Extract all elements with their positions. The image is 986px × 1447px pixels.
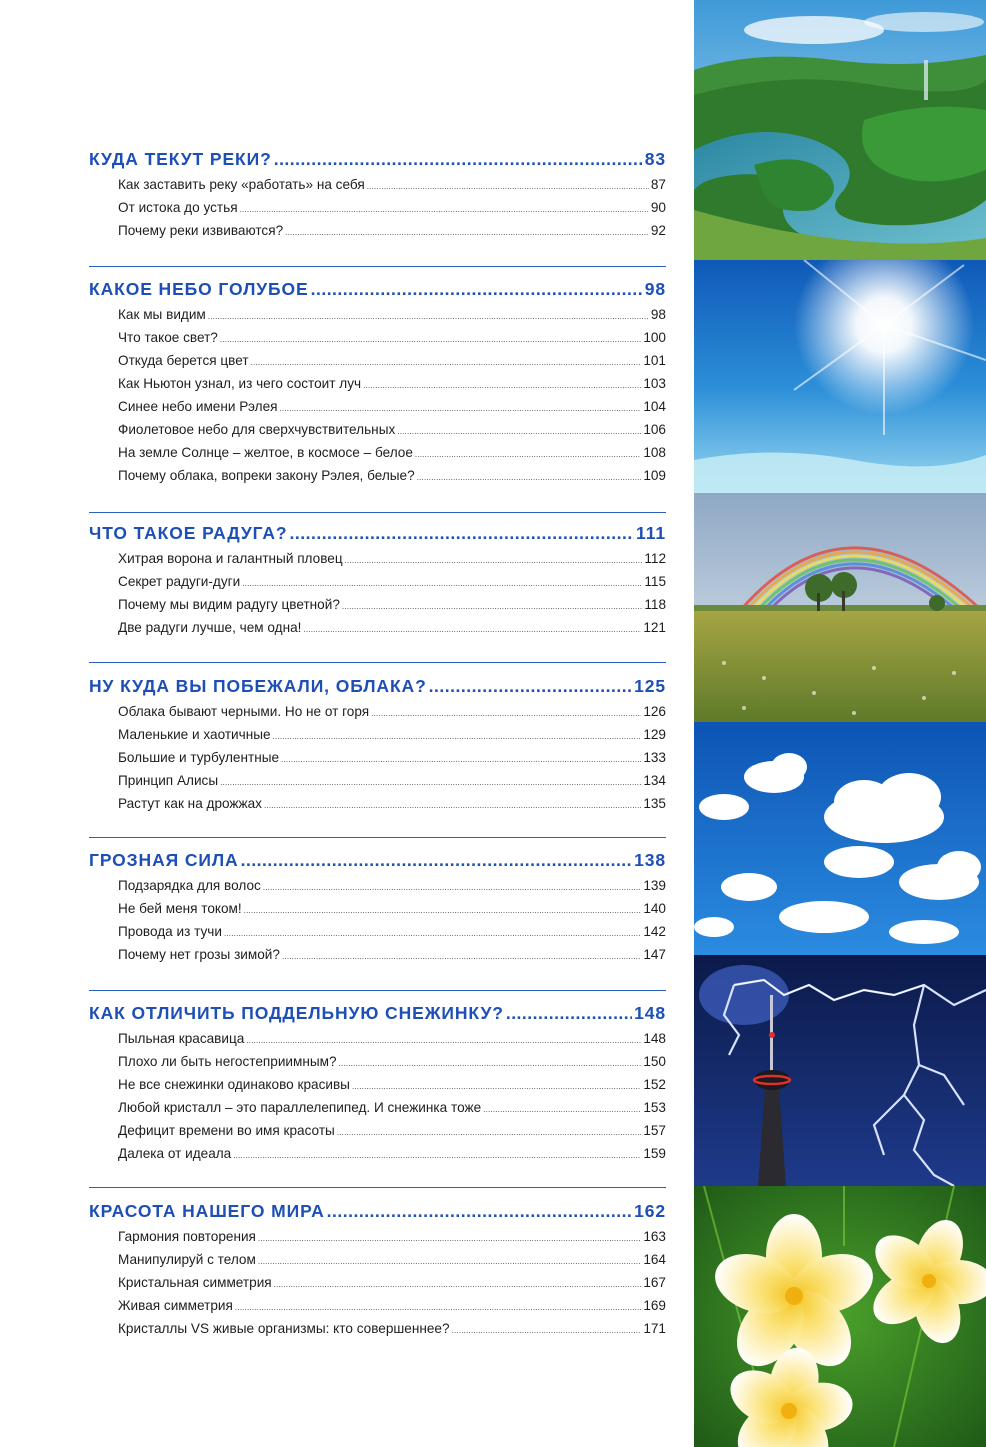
toc-item[interactable] [89, 947, 666, 970]
item-title: Пыльная красавица [118, 1031, 245, 1046]
item-title: Хитрая ворона и галантный пловец [118, 551, 343, 566]
item-title: Как заставить реку «работать» на себя [118, 177, 365, 192]
item-page: 129 [643, 727, 666, 742]
item-page: 103 [643, 376, 666, 391]
toc-item[interactable] [89, 307, 666, 330]
toc-heading[interactable] [89, 279, 666, 307]
item-title: Дефицит времени во имя красоты [118, 1123, 335, 1138]
heading-page: 98 [644, 279, 666, 299]
item-title: Плохо ли быть негостеприимным? [118, 1054, 337, 1069]
item-page: 157 [643, 1123, 666, 1138]
section-divider [89, 990, 666, 991]
toc-section-snowflake [89, 1003, 666, 1169]
item-page: 126 [643, 704, 666, 719]
dot-leader [429, 676, 632, 697]
dot-leader [240, 205, 649, 214]
dot-leader [273, 732, 642, 741]
toc-section-thunder [89, 850, 666, 970]
toc-item[interactable] [89, 1275, 666, 1298]
item-title: Почему облака, вопреки закону Рэлея, белые? [118, 468, 415, 483]
item-title: Фиолетовое небо для сверхчувствительных [118, 422, 396, 437]
dot-leader [233, 1151, 641, 1160]
toc-item[interactable] [89, 1229, 666, 1252]
toc-item[interactable] [89, 1077, 666, 1100]
toc-item[interactable] [89, 399, 666, 422]
toc-item[interactable] [89, 551, 666, 574]
item-title: Кристальная симметрия [118, 1275, 272, 1290]
item-page: 164 [643, 1252, 666, 1267]
heading-page: 83 [644, 149, 666, 169]
dot-leader [339, 1059, 642, 1068]
item-page: 106 [643, 422, 666, 437]
dot-leader [274, 1280, 642, 1289]
toc-item[interactable] [89, 422, 666, 445]
dot-leader [303, 625, 641, 634]
item-title: Что такое свет? [118, 330, 218, 345]
toc-item[interactable] [89, 620, 666, 643]
item-page: 109 [643, 468, 666, 483]
toc-item[interactable] [89, 1054, 666, 1077]
item-title: Далека от идеала [118, 1146, 232, 1161]
dot-leader [352, 1082, 641, 1091]
dot-leader [235, 1303, 641, 1312]
heading-page: 138 [634, 850, 666, 870]
toc-section-rainbow [89, 523, 666, 643]
dot-leader [281, 755, 641, 764]
item-title: Не все снежинки одинаково красивы [118, 1077, 350, 1092]
toc-item[interactable] [89, 878, 666, 901]
toc-heading[interactable] [89, 149, 666, 177]
dot-leader [244, 906, 642, 915]
dot-leader [282, 952, 641, 961]
toc-item[interactable] [89, 1252, 666, 1275]
heading-title: КУДА ТЕКУТ РЕКИ? [89, 149, 272, 169]
lightning-tower-photo [694, 955, 986, 1186]
item-page: 148 [643, 1031, 666, 1046]
dot-leader [263, 883, 641, 892]
item-title: На земле Солнце – желтое, в космосе – белое [118, 445, 413, 460]
item-page: 112 [644, 551, 666, 566]
dot-leader [345, 556, 643, 565]
toc-heading[interactable] [89, 523, 666, 551]
toc-section-clouds [89, 676, 666, 819]
river-canyon-photo [694, 0, 986, 260]
heading-title: НУ КУДА ВЫ ПОБЕЖАЛИ, ОБЛАКА? [89, 676, 427, 696]
dot-leader [417, 473, 642, 482]
item-title: Провода из тучи [118, 924, 222, 939]
item-title: Маленькие и хаотичные [118, 727, 271, 742]
item-page: 92 [650, 223, 666, 238]
toc-section-rivers [89, 149, 666, 246]
item-page: 150 [643, 1054, 666, 1069]
dot-leader [220, 335, 641, 344]
dot-leader [258, 1234, 641, 1243]
toc-item[interactable] [89, 727, 666, 750]
item-page: 98 [650, 307, 666, 322]
dot-leader [208, 312, 649, 321]
item-page: 169 [643, 1298, 666, 1313]
toc-item[interactable] [89, 773, 666, 796]
dot-leader [246, 1036, 641, 1045]
toc-item[interactable] [89, 597, 666, 620]
item-title: Две радуги лучше, чем одна! [118, 620, 302, 635]
dot-leader [371, 709, 641, 718]
toc-item[interactable] [89, 445, 666, 468]
toc-item[interactable] [89, 200, 666, 223]
heading-page: 148 [634, 1003, 666, 1023]
item-title: Гармония повторения [118, 1229, 256, 1244]
toc-item[interactable] [89, 468, 666, 491]
section-divider [89, 1187, 666, 1188]
frangipani-flowers-photo [694, 1186, 986, 1447]
dot-leader [280, 404, 642, 413]
toc-item[interactable] [89, 1146, 666, 1169]
heading-title: ГРОЗНАЯ СИЛА [89, 850, 239, 870]
toc-item[interactable] [89, 223, 666, 246]
dot-leader [327, 1201, 632, 1222]
item-page: 135 [643, 796, 666, 811]
section-divider [89, 266, 666, 267]
sun-sky-photo [694, 260, 986, 493]
section-divider [89, 837, 666, 838]
dot-leader [337, 1128, 642, 1137]
toc-heading[interactable] [89, 1003, 666, 1031]
section-divider [89, 662, 666, 663]
dot-leader [285, 228, 649, 237]
toc-item[interactable] [89, 330, 666, 353]
dot-leader [506, 1003, 632, 1024]
item-title: Манипулируй с телом [118, 1252, 256, 1267]
toc-item[interactable] [89, 704, 666, 727]
item-title: Принцип Алисы [118, 773, 219, 788]
dot-leader [311, 279, 643, 300]
item-page: 153 [643, 1100, 666, 1115]
heading-page: 111 [636, 523, 666, 543]
dot-leader [452, 1326, 642, 1335]
heading-page: 125 [634, 676, 666, 696]
toc-item[interactable] [89, 1123, 666, 1146]
item-page: 115 [644, 574, 666, 589]
heading-page: 162 [634, 1201, 666, 1221]
toc-item[interactable] [89, 1321, 666, 1344]
toc-item[interactable] [89, 353, 666, 376]
item-page: 121 [643, 620, 666, 635]
toc-heading[interactable] [89, 676, 666, 704]
item-title: От истока до устья [118, 200, 238, 215]
item-page: 134 [643, 773, 666, 788]
item-title: Большие и турбулентные [118, 750, 280, 765]
item-page: 139 [643, 878, 666, 893]
toc-item[interactable] [89, 177, 666, 200]
toc-heading[interactable] [89, 1201, 666, 1229]
dot-leader [242, 579, 642, 588]
item-page: 147 [643, 947, 666, 962]
dot-leader [367, 182, 649, 191]
dot-leader [363, 381, 641, 390]
item-title: Подзарядка для волос [118, 878, 261, 893]
item-title: Облака бывают черными. Но не от горя [118, 704, 370, 719]
item-title: Как Ньютон узнал, из чего состоит луч [118, 376, 362, 391]
dot-leader [342, 602, 642, 611]
toc-item[interactable] [89, 1100, 666, 1123]
heading-title: КАК ОТЛИЧИТЬ ПОДДЕЛЬНУЮ СНЕЖИНКУ? [89, 1003, 504, 1023]
toc-item[interactable] [89, 924, 666, 947]
toc-section-beauty [89, 1201, 666, 1344]
dot-leader [224, 929, 641, 938]
photo-strip [694, 0, 986, 1447]
item-title: Почему реки извиваются? [118, 223, 284, 238]
item-page: 171 [643, 1321, 666, 1336]
item-title: Откуда берется цвет [118, 353, 249, 368]
heading-title: КРАСОТА НАШЕГО МИРА [89, 1201, 325, 1221]
item-page: 159 [643, 1146, 666, 1161]
dot-leader [258, 1257, 641, 1266]
item-page: 133 [643, 750, 666, 765]
item-page: 87 [650, 177, 666, 192]
item-page: 142 [643, 924, 666, 939]
item-title: Растут как на дрожжах [118, 796, 262, 811]
section-divider [89, 512, 666, 513]
toc-item[interactable] [89, 901, 666, 924]
item-title: Любой кристалл – это параллелепипед. И снежинка тоже [118, 1100, 482, 1115]
heading-title: КАКОЕ НЕБО ГОЛУБОЕ [89, 279, 309, 299]
item-title: Почему нет грозы зимой? [118, 947, 280, 962]
item-title: Как мы видим [118, 307, 206, 322]
item-page: 140 [643, 901, 666, 916]
toc-item[interactable] [89, 574, 666, 597]
item-page: 100 [643, 330, 666, 345]
toc-item[interactable] [89, 796, 666, 819]
clouds-photo [694, 722, 986, 955]
dot-leader [483, 1105, 641, 1114]
item-title: Не бей меня током! [118, 901, 242, 916]
toc-item[interactable] [89, 750, 666, 773]
item-page: 152 [643, 1077, 666, 1092]
item-page: 108 [643, 445, 666, 460]
item-page: 90 [650, 200, 666, 215]
item-title: Синее небо имени Рэлея [118, 399, 278, 414]
toc-item[interactable] [89, 376, 666, 399]
dot-leader [397, 427, 641, 436]
toc-item[interactable] [89, 1298, 666, 1321]
item-page: 101 [643, 353, 666, 368]
item-title: Почему мы видим радугу цветной? [118, 597, 340, 612]
toc-section-sky [89, 279, 666, 491]
dot-leader [274, 149, 643, 170]
toc-heading[interactable] [89, 850, 666, 878]
item-page: 104 [643, 399, 666, 414]
dot-leader [251, 358, 642, 367]
dot-leader [415, 450, 641, 459]
rainbow-field-photo [694, 493, 986, 722]
item-page: 167 [643, 1275, 666, 1290]
heading-title: ЧТО ТАКОЕ РАДУГА? [89, 523, 288, 543]
dot-leader [241, 850, 633, 871]
dot-leader [290, 523, 635, 544]
item-title: Секрет радуги-дуги [118, 574, 241, 589]
item-title: Кристаллы VS живые организмы: кто совершеннее? [118, 1321, 450, 1336]
item-page: 118 [644, 597, 666, 612]
dot-leader [264, 801, 641, 810]
item-title: Живая симметрия [118, 1298, 233, 1313]
item-page: 163 [643, 1229, 666, 1244]
dot-leader [220, 778, 641, 787]
toc-item[interactable] [89, 1031, 666, 1054]
